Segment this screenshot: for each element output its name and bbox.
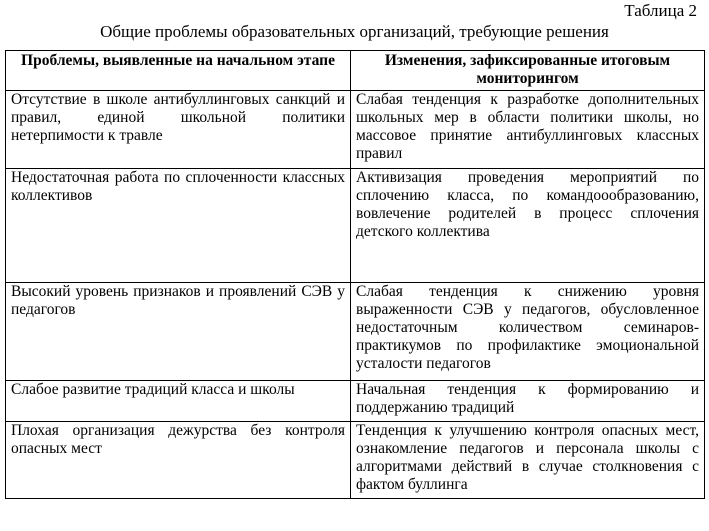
table-row: [6, 381, 705, 422]
table-header-row: [6, 51, 705, 91]
table-row: [6, 91, 705, 169]
table-title: Общие проблемы образовательных организаций, требующие решения: [100, 22, 609, 41]
header-changes: Изменения, зафиксированные итоговым мониторингом: [351, 51, 705, 91]
problem-cell: Высокий уровень признаков и проявлений СЭВ у педагогов: [6, 283, 351, 381]
problem-cell: Слабое развитие традиций класса и школы: [6, 381, 351, 422]
problems-table: [5, 50, 705, 499]
change-cell: Начальная тенденция к формированию и поддержанию традиций: [351, 381, 705, 422]
problem-cell: Плохая организация дежурства без контроля опасных мест: [6, 422, 351, 499]
problem-cell: Недостаточная работа по сплоченности классных коллективов: [6, 169, 351, 283]
table-row: [6, 422, 705, 499]
table-row: [6, 283, 705, 381]
header-problems: Проблемы, выявленные на начальном этапе: [6, 51, 351, 91]
change-cell: Слабая тенденция к снижению уровня выраженности СЭВ у педагогов, обусловленное недостаточным количеством семинаров-практикумов по профилактике эмоциональной усталости педагогов: [351, 283, 705, 381]
change-cell: Слабая тенденция к разработке дополнительных школьных мер в области политики школы, но массовое принятие антибуллинговых классных правил: [351, 91, 705, 169]
table-number: Таблица 2: [624, 1, 697, 20]
problem-cell: Отсутствие в школе антибуллинговых санкций и правил, единой школьной политики нетерпимости к травле: [6, 91, 351, 169]
change-cell: Тенденция к улучшению контроля опасных мест, ознакомление педагогов и персонала школы с алгоритмами действий в случае столкновения с фактом буллинга: [351, 422, 705, 499]
change-cell: Активизация проведения мероприятий по сплочению класса, по командоообразованию, вовлечение родителей в процесс сплочения детского коллектива: [351, 169, 705, 283]
table-row: [6, 169, 705, 283]
